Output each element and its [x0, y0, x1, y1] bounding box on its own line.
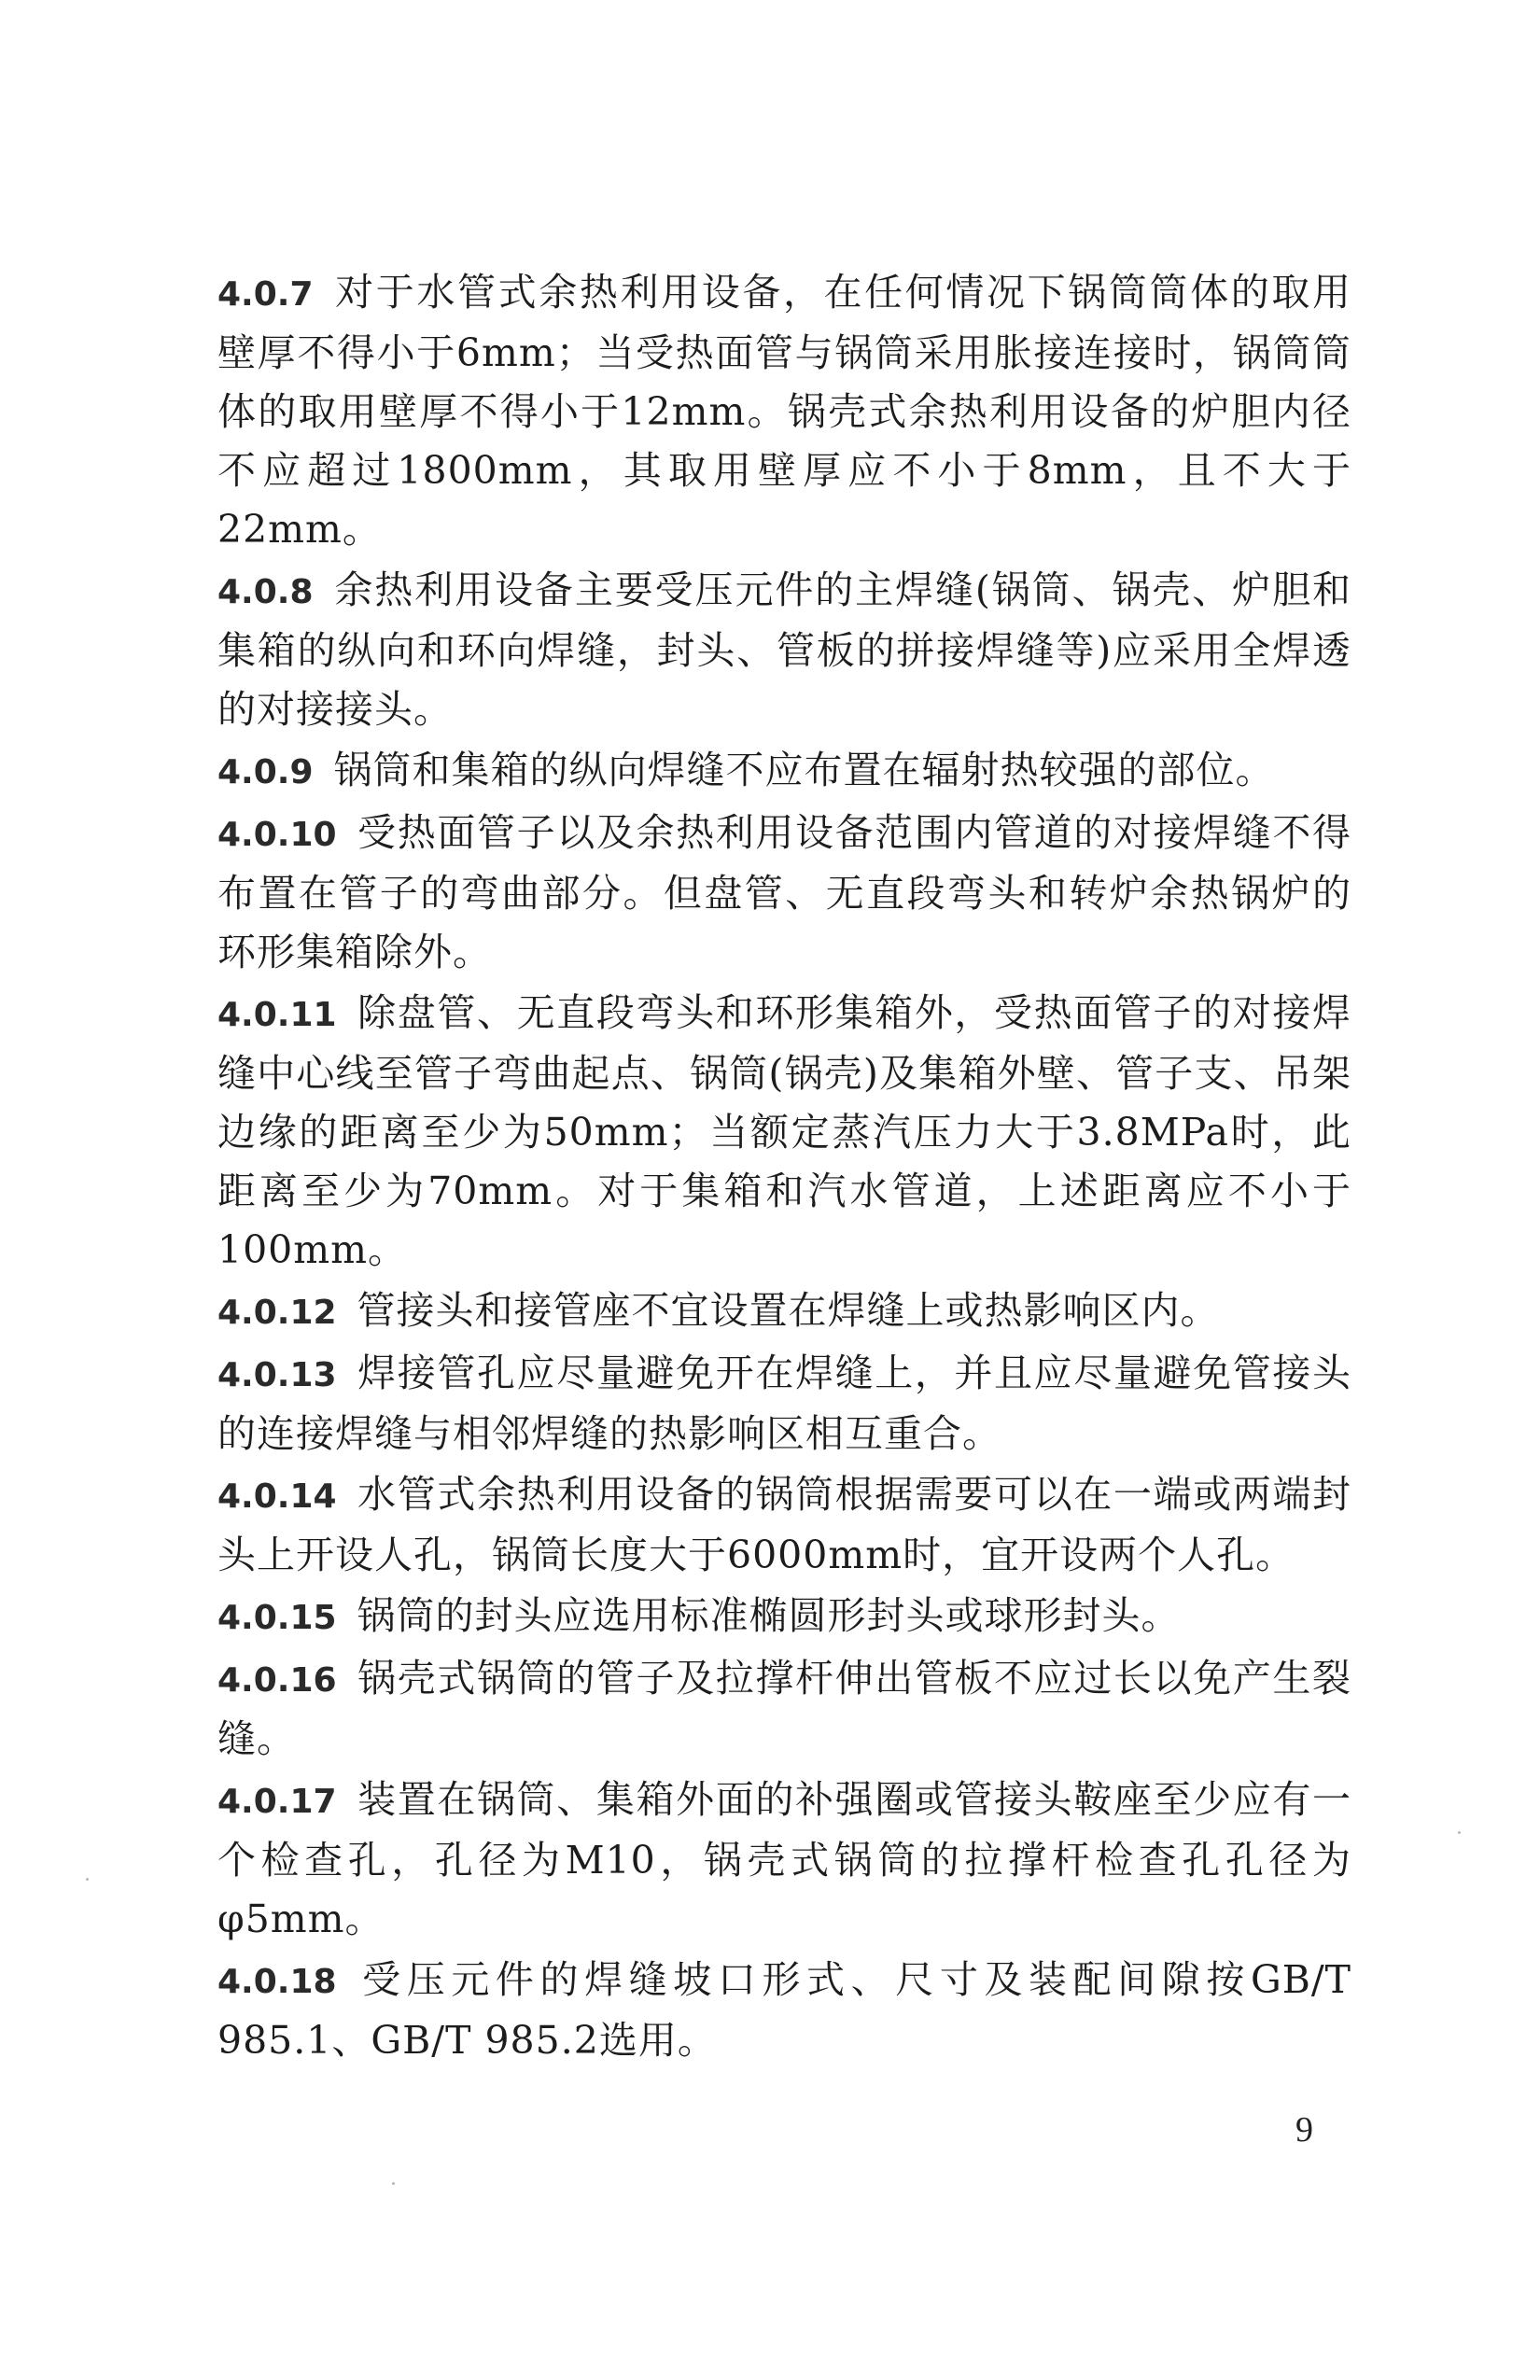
scan-speck — [86, 1878, 89, 1881]
clause-4-0-11 — [217, 984, 1351, 1280]
clause-4-0-8 — [217, 561, 1351, 739]
clause-text: 焊接管孔应尽量避免开在焊缝上，并且应尽量避免管接头的连接焊缝与相邻焊缝的热影响区相互重合。 — [217, 1351, 1351, 1456]
clause-number: 4.0.18 — [217, 1963, 337, 2001]
scan-speck — [1458, 1831, 1461, 1834]
clause-number: 4.0.13 — [217, 1356, 337, 1394]
clause-4-0-15 — [217, 1587, 1351, 1647]
clause-number: 4.0.7 — [217, 275, 314, 314]
clause-text: 水管式余热利用设备的锅筒根据需要可以在一端或两端封头上开设人孔，锅筒长度大于6000mm时，宜开设两个人孔。 — [217, 1472, 1351, 1577]
clause-4-0-7 — [217, 263, 1351, 559]
clause-number: 4.0.12 — [217, 1294, 337, 1332]
clause-4-0-12 — [217, 1281, 1351, 1342]
clause-number: 4.0.8 — [217, 573, 314, 611]
clause-number: 4.0.14 — [217, 1477, 337, 1516]
clause-4-0-13 — [217, 1344, 1351, 1463]
clause-text: 余热利用设备主要受压元件的主焊缝(锅筒、锅壳、炉胆和集箱的纵向和环向焊缝，封头、管板的拼接焊缝等)应采用全焊透的对接接头。 — [217, 567, 1351, 732]
clause-4-0-9 — [217, 741, 1351, 802]
clause-4-0-10 — [217, 804, 1351, 982]
clause-number: 4.0.17 — [217, 1783, 337, 1821]
clause-number: 4.0.9 — [217, 753, 314, 791]
scan-speck — [392, 2182, 395, 2185]
clause-text: 除盘管、无直段弯头和环形集箱外，受热面管子的对接焊缝中心线至管子弯曲起点、锅筒(锅壳)及集箱外壁、管子支、吊架边缘的距离至少为50mm；当额定蒸汽压力大于3.8MPa时，此距离至少为70mm。对于集箱和汽水管道，上述距离应不小于100mm。 — [217, 990, 1351, 1272]
clause-number: 4.0.15 — [217, 1599, 337, 1637]
clause-text: 锅筒的封头应选用标准椭圆形封头或球形封头。 — [357, 1593, 1181, 1638]
clause-list — [217, 263, 1351, 2072]
clause-text: 受压元件的焊缝坡口形式、尺寸及装配间隙按GB/T 985.1、GB/T 985.2选用。 — [217, 1957, 1351, 2063]
clause-text: 对于水管式余热利用设备，在任何情况下锅筒筒体的取用壁厚不得小于6mm；当受热面管与锅筒采用胀接连接时，锅筒筒体的取用壁厚不得小于12mm。锅壳式余热利用设备的炉胆内径不应超过1800mm，其取用壁厚应不小于8mm，且不大于22mm。 — [217, 270, 1351, 552]
clause-text: 管接头和接管座不宜设置在焊缝上或热影响区内。 — [357, 1288, 1220, 1333]
clause-text: 受热面管子以及余热利用设备范围内管道的对接焊缝不得布置在管子的弯曲部分。但盘管、无直段弯头和转炉余热锅炉的环形集箱除外。 — [217, 810, 1351, 974]
clause-number: 4.0.11 — [217, 996, 337, 1034]
clause-4-0-14 — [217, 1465, 1351, 1585]
page-number: 9 — [1295, 2110, 1313, 2149]
clause-number: 4.0.10 — [217, 816, 337, 854]
clause-number: 4.0.16 — [217, 1661, 337, 1700]
clause-4-0-16 — [217, 1649, 1351, 1769]
clause-text: 锅筒和集箱的纵向焊缝不应布置在辐射热较强的部位。 — [333, 748, 1275, 792]
clause-text: 锅壳式锅筒的管子及拉撑杆伸出管板不应过长以免产生裂缝。 — [217, 1656, 1351, 1761]
clause-text: 装置在锅筒、集箱外面的补强圈或管接头鞍座至少应有一个检查孔，孔径为M10，锅壳式锅筒的拉撑杆检查孔孔径为φ5mm。 — [217, 1777, 1351, 1941]
clause-4-0-18 — [217, 1951, 1351, 2070]
clause-4-0-17 — [217, 1771, 1351, 1949]
